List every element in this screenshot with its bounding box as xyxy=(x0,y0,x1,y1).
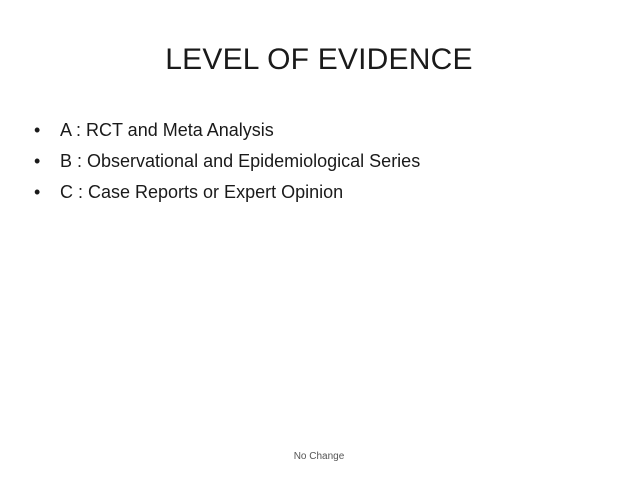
bullet-item xyxy=(34,115,614,146)
bullet-text: C : Case Reports or Expert Opinion xyxy=(60,182,344,202)
bullet-icon: • xyxy=(34,182,41,202)
bullet-text: B : Observational and Epidemiological Series xyxy=(60,151,421,171)
slide-title: LEVEL OF EVIDENCE xyxy=(165,43,473,76)
footer-note: No Change xyxy=(293,451,345,462)
bullet-item xyxy=(34,146,614,177)
bullet-item xyxy=(34,177,614,208)
bullet-icon: • xyxy=(34,120,41,140)
bullet-icon: • xyxy=(34,151,41,171)
bullet-list xyxy=(34,115,614,208)
bullet-text: A : RCT and Meta Analysis xyxy=(60,120,274,140)
